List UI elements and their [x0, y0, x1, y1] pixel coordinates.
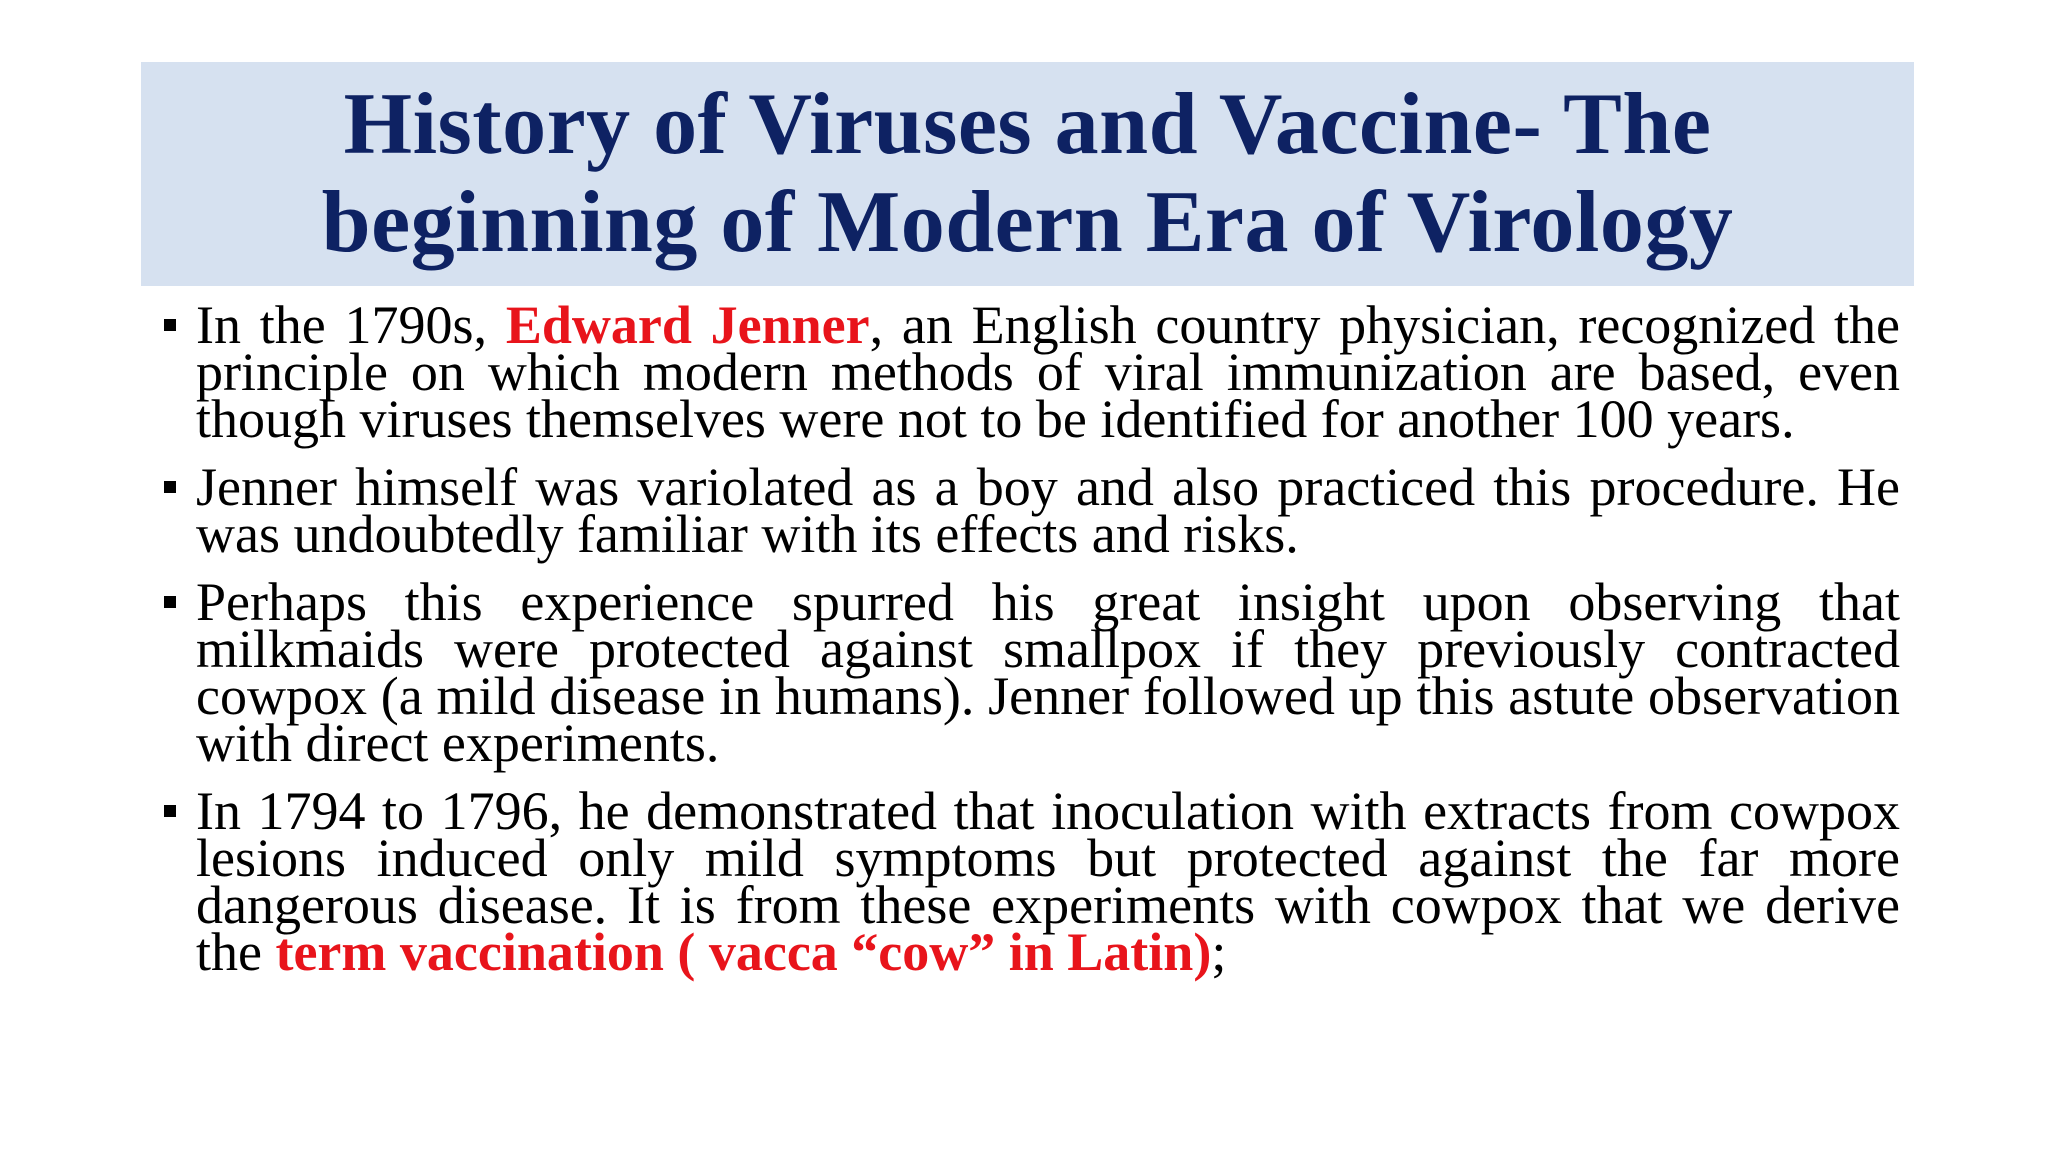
bullet-text: Perhaps this experience spurred his great insight upon observing that milkmaids were protected against smallpox if they previously contracted cowpox (a mild disease in humans). Jenner followed up this astute observation with direct experiments. [196, 572, 1900, 773]
bullet-text-post: , an English country physician, recognized the principle on which modern methods of viral immunization are based, even though viruses themselves were not to be identified for another 100 years. [196, 295, 1900, 449]
slide-title-line-1: History of Viruses and Vaccine- The [343, 76, 1712, 173]
square-bullet-icon [164, 805, 176, 817]
square-bullet-icon [164, 481, 176, 493]
slide-title [322, 76, 1734, 272]
bullet-item-milkmaids [160, 572, 1900, 773]
bullet-text-post: ; [1211, 922, 1227, 982]
bullet-text-pre: In the 1790s, [196, 295, 506, 355]
bullet-text-pre: In 1794 to 1796, he demonstrated that inoculation with extracts from cowpox lesions induced only mild symptoms but protected against the far more dangerous disease. It is from these experiments with cowpox that we derive the [196, 781, 1900, 982]
square-bullet-icon [164, 319, 176, 331]
highlight-edward-jenner: Edward Jenner [505, 295, 870, 355]
square-bullet-icon [164, 596, 176, 608]
bullet-item-variolation [160, 457, 1900, 564]
bullet-item-jenner-principle [160, 295, 1900, 449]
bullet-item-vaccination-term [160, 781, 1900, 982]
bullet-list [160, 295, 1900, 997]
highlight-term-vaccination: term vaccination ( vacca “cow” in Latin) [275, 922, 1212, 982]
title-band [141, 62, 1914, 286]
bullet-text: Jenner himself was variolated as a boy and also practiced this procedure. He was undoubtedly familiar with its effects and risks. [196, 457, 1900, 564]
slide-title-line-2: beginning of Modern Era of Virology [321, 174, 1734, 271]
